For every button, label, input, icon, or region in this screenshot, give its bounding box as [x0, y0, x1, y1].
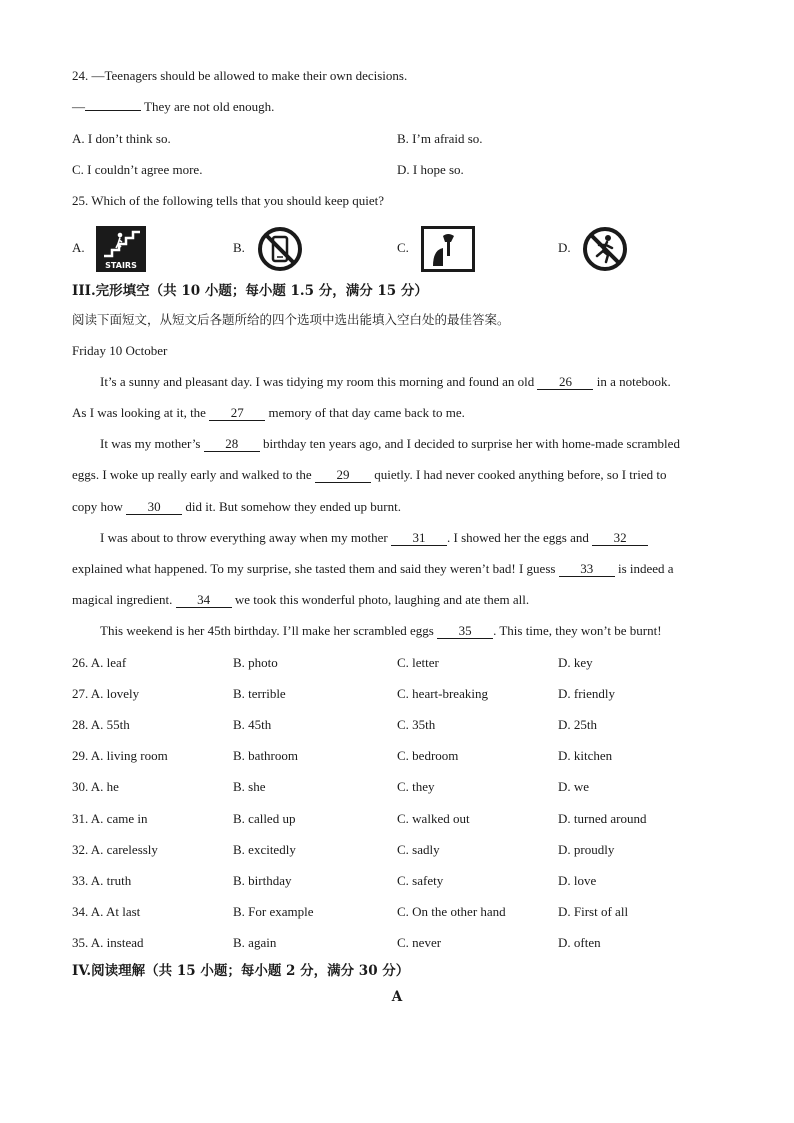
passage-p3-line3: magical ingredient. 34 we took this wonderful photo, laughing and ate them all.: [72, 592, 530, 607]
q25-label-c: C.: [397, 240, 409, 255]
passage-p2-line1: It was my mother’s 28 birthday ten years ago, and I decided to surprise her with home-made scrambled: [100, 436, 680, 451]
blank-33: 33: [559, 562, 615, 577]
q26-option-c: C. letter: [397, 655, 439, 670]
q33-option-a: 33. A. truth: [72, 873, 132, 888]
q27-option-d: D. friendly: [558, 686, 616, 701]
q25-label-b: B.: [233, 240, 245, 255]
q26-option-a: 26. A. leaf: [72, 655, 127, 670]
q35-option-b: B. again: [233, 935, 277, 950]
section3-heading: III.完形填空（共 10 小题；每小题 1.5 分，满分 15 分）: [72, 283, 428, 299]
q24-option-c: C. I couldn’t agree more.: [72, 162, 203, 177]
blank-31: 31: [391, 531, 447, 546]
q31-option-d: D. turned around: [558, 811, 647, 826]
q26-option-d: D. key: [558, 655, 593, 670]
q32-option-b: B. excitedly: [233, 842, 296, 857]
no-phone-sign-icon: [257, 226, 303, 272]
q34-option-a: 34. A. At last: [72, 904, 141, 919]
q34-option-b: B. For example: [233, 904, 314, 919]
q35-option-c: C. never: [397, 935, 442, 950]
q29-option-d: D. kitchen: [558, 748, 613, 763]
blank-27: 27: [209, 406, 265, 421]
q32-option-d: D. proudly: [558, 842, 615, 857]
q28-option-b: B. 45th: [233, 717, 272, 732]
q30-option-a: 30. A. he: [72, 779, 119, 794]
q28-option-d: D. 25th: [558, 717, 597, 732]
q35-option-d: D. often: [558, 935, 601, 950]
section4-heading: IV.阅读理解（共 15 小题；每小题 2 分，满分 30 分）: [72, 963, 410, 979]
q31-option-a: 31. A. came in: [72, 811, 148, 826]
q33-option-d: D. love: [558, 873, 597, 888]
passage-p1-line1: It’s a sunny and pleasant day. I was tidying my room this morning and found an old 26 in a notebook.: [100, 374, 671, 389]
q35-option-a: 35. A. instead: [72, 935, 144, 950]
passage-p3-line1: I was about to throw everything away when my mother 31 . I showed her the eggs and 32: [100, 530, 648, 546]
q25-label-d: D.: [558, 240, 571, 255]
q31-option-b: B. called up: [233, 811, 296, 826]
q28-option-a: 28. A. 55th: [72, 717, 130, 732]
q32-option-a: 32. A. carelessly: [72, 842, 158, 857]
passage-p4-line1: This weekend is her 45th birthday. I’ll make her scrambled eggs 35 . This time, they won’t be burnt!: [100, 623, 662, 638]
q30-option-c: C. they: [397, 779, 435, 794]
section4-part-label: A: [391, 989, 403, 1005]
q27-option-b: B. terrible: [233, 686, 286, 701]
q28-option-c: C. 35th: [397, 717, 436, 732]
q30-option-d: D. we: [558, 779, 590, 794]
passage-p2-line3: copy how 30 did it. But somehow they ended up burnt.: [72, 499, 401, 514]
passage-p3-line2: explained what happened. To my surprise, she tasted them and said they weren’t bad! I guess 33 is indeed a: [72, 561, 674, 576]
q34-option-d: D. First of all: [558, 904, 629, 919]
passage-date: Friday 10 October: [72, 343, 168, 358]
blank-35: 35: [437, 624, 493, 639]
q31-option-c: C. walked out: [397, 811, 470, 826]
stairs-sign-icon: [96, 226, 146, 272]
no-running-sign-icon: [582, 226, 628, 272]
blank-28: 28: [204, 437, 260, 452]
passage-p1-line2: As I was looking at it, the 27 memory of that day came back to me.: [72, 405, 465, 420]
stairs-sign-text: STAIRS: [105, 261, 137, 270]
blank-30: 30: [126, 500, 182, 515]
q24-stem: 24. —Teenagers should be allowed to make their own decisions.: [72, 68, 408, 83]
q33-option-c: C. safety: [397, 873, 444, 888]
q25-label-a: A.: [72, 240, 85, 255]
q29-option-a: 29. A. living room: [72, 748, 168, 763]
q25-stem: 25. Which of the following tells that you should keep quiet?: [72, 193, 385, 208]
q24-option-d: D. I hope so.: [397, 162, 464, 177]
blank-34: 34: [176, 593, 232, 608]
q27-option-a: 27. A. lovely: [72, 686, 140, 701]
blank-29: 29: [315, 468, 371, 483]
passage-p2-line2: eggs. I woke up really early and walked to the 29 quietly. I had never cooked anything before, so I tried to: [72, 467, 667, 482]
q24-option-a: A. I don’t think so.: [72, 131, 171, 146]
q26-option-b: B. photo: [233, 655, 278, 670]
blank-32: 32: [592, 531, 648, 546]
q34-option-c: C. On the other hand: [397, 904, 506, 919]
q29-option-b: B. bathroom: [233, 748, 298, 763]
quiet-sign-icon: [421, 226, 475, 272]
q24-option-b: B. I’m afraid so.: [397, 131, 483, 146]
q32-option-c: C. sadly: [397, 842, 440, 857]
q30-option-b: B. she: [233, 779, 266, 794]
blank-26: 26: [537, 375, 593, 390]
q33-option-b: B. birthday: [233, 873, 292, 888]
q24-reply: — They are not old enough.: [72, 99, 275, 114]
q27-option-c: C. heart-breaking: [397, 686, 488, 701]
q24-blank: [85, 110, 141, 111]
q29-option-c: C. bedroom: [397, 748, 459, 763]
section3-instruction: 阅读下面短文，从短文后各题所给的四个选项中选出能填入空白处的最佳答案。: [72, 312, 510, 327]
